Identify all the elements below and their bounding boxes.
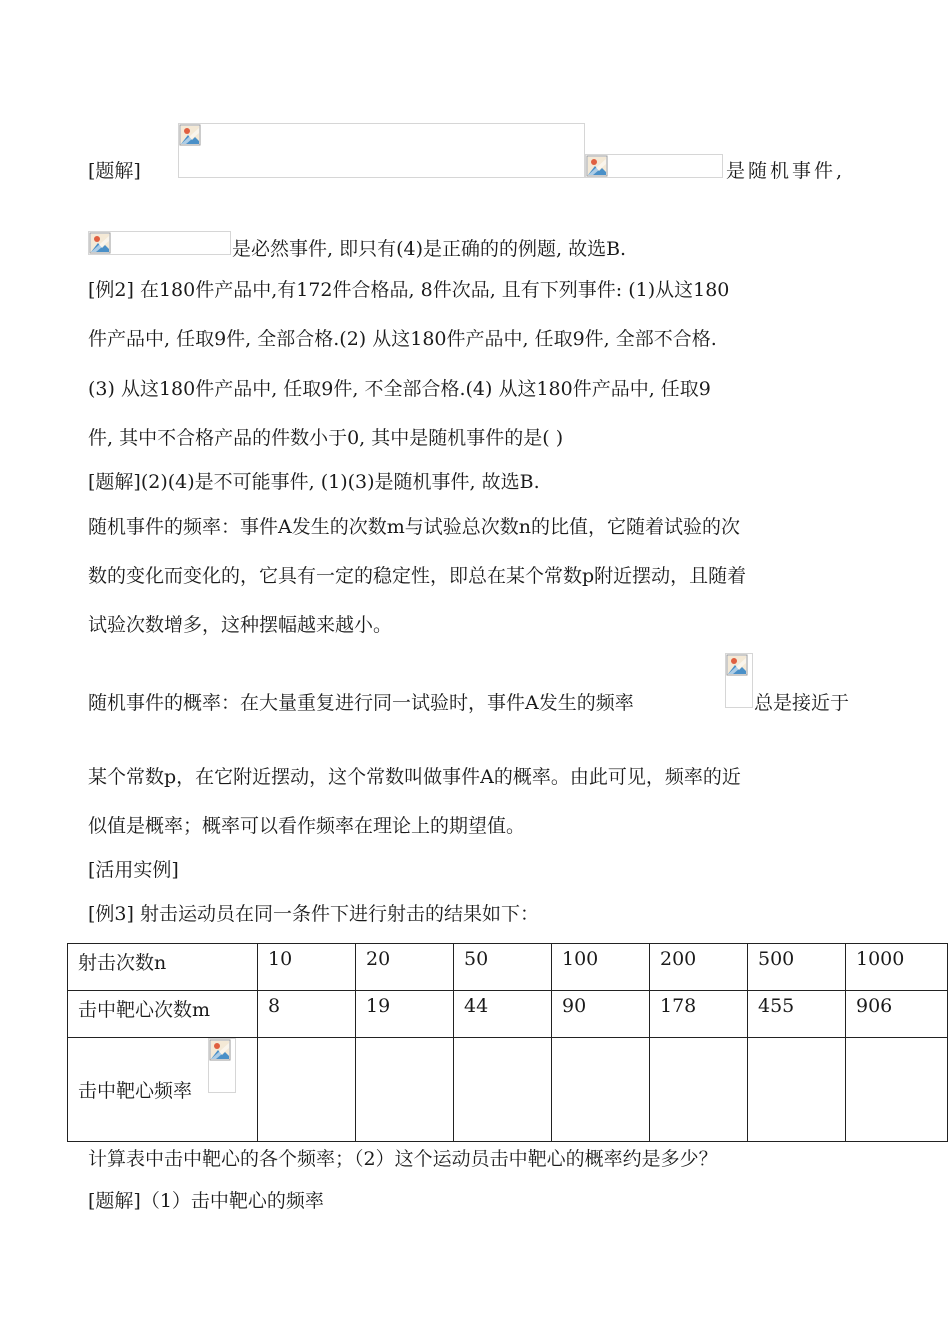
line-17: [题解]（1）击中靶心的频率	[88, 1190, 324, 1212]
table-cell: 906	[846, 991, 948, 1038]
line-8: 随机事件的频率：事件A发生的次数m与试验总次数n的比值，它随着试验的次	[88, 516, 740, 538]
line-14: [活用实例]	[88, 859, 179, 881]
line-13: 似值是概率；概率可以看作频率在理论上的期望值。	[88, 815, 526, 837]
line-1-suffix: 是随机事件,	[726, 160, 846, 182]
table-cell: 8	[258, 991, 356, 1038]
line-15: [例3] 射击运动员在同一条件下进行射击的结果如下：	[88, 903, 539, 925]
line-7: [题解](2)(4)是不可能事件, (1)(3)是随机事件, 故选B.	[88, 471, 540, 493]
table-cell: 200	[650, 944, 748, 991]
table-cell: 44	[454, 991, 552, 1038]
line-11-prefix: 随机事件的概率：在大量重复进行同一试验时，事件A发生的频率	[88, 692, 634, 714]
frequency-label: 击中靶心频率	[78, 1080, 193, 1102]
line-11-suffix: 总是接近于	[754, 692, 850, 714]
line-10: 试验次数增多，这种摆幅越来越小。	[88, 614, 393, 636]
table-cell: 1000	[846, 944, 948, 991]
table-cell: 455	[748, 991, 846, 1038]
broken-image-placeholder-4	[725, 653, 753, 708]
table-cell-empty	[258, 1038, 356, 1142]
table-cell: 射击次数n	[68, 944, 258, 991]
image-placeholder-icon	[179, 124, 201, 146]
table-cell: 20	[356, 944, 454, 991]
table-cell: 100	[552, 944, 650, 991]
table-cell-empty	[454, 1038, 552, 1142]
table-cell: 500	[748, 944, 846, 991]
line-9: 数的变化而变化的，它具有一定的稳定性，即总在某个常数p附近摆动，且随着	[88, 565, 747, 587]
table-cell-empty	[552, 1038, 650, 1142]
broken-image-placeholder-5	[208, 1038, 236, 1093]
broken-image-placeholder-3	[88, 231, 231, 255]
line-6: 件, 其中不合格产品的件数小于0, 其中是随机事件的是( )	[88, 427, 564, 449]
table-cell: 50	[454, 944, 552, 991]
shooting-results-table	[67, 943, 948, 1142]
line-12: 某个常数p，在它附近摆动，这个常数叫做事件A的概率。由此可见，频率的近	[88, 766, 741, 788]
image-placeholder-icon	[726, 654, 748, 676]
table-row-shots	[68, 944, 948, 991]
line-4: 件产品中, 任取9件, 全部合格.(2) 从这180件产品中, 任取9件, 全部不合格.	[88, 328, 717, 350]
broken-image-placeholder-2	[585, 154, 723, 178]
line-16: 计算表中击中靶心的各个频率；（2）这个运动员击中靶心的概率约是多少？	[88, 1148, 718, 1170]
table-cell-empty	[846, 1038, 948, 1142]
table-cell: 90	[552, 991, 650, 1038]
table-cell: 19	[356, 991, 454, 1038]
line-2: 是必然事件, 即只有(4)是正确的的例题, 故选B.	[232, 238, 627, 260]
table-cell: 178	[650, 991, 748, 1038]
table-row-hits	[68, 991, 948, 1038]
table-cell-empty	[356, 1038, 454, 1142]
image-placeholder-icon	[209, 1039, 231, 1061]
table-cell: 10	[258, 944, 356, 991]
table-cell-empty	[748, 1038, 846, 1142]
table-cell-empty	[650, 1038, 748, 1142]
image-placeholder-icon	[586, 155, 608, 177]
table-row-frequency	[68, 1038, 948, 1142]
line-3: [例2] 在180件产品中,有172件合格品, 8件次品, 且有下列事件: (1)从这180	[88, 279, 730, 301]
table-cell: 击中靶心次数m	[68, 991, 258, 1038]
line-1-prefix: [题解]	[88, 160, 141, 182]
image-placeholder-icon	[89, 232, 111, 254]
broken-image-placeholder-1	[178, 123, 585, 178]
line-5: (3) 从这180件产品中, 任取9件, 不全部合格.(4) 从这180件产品中, 任取9	[88, 378, 711, 400]
table-cell-frequency-label	[68, 1038, 258, 1142]
